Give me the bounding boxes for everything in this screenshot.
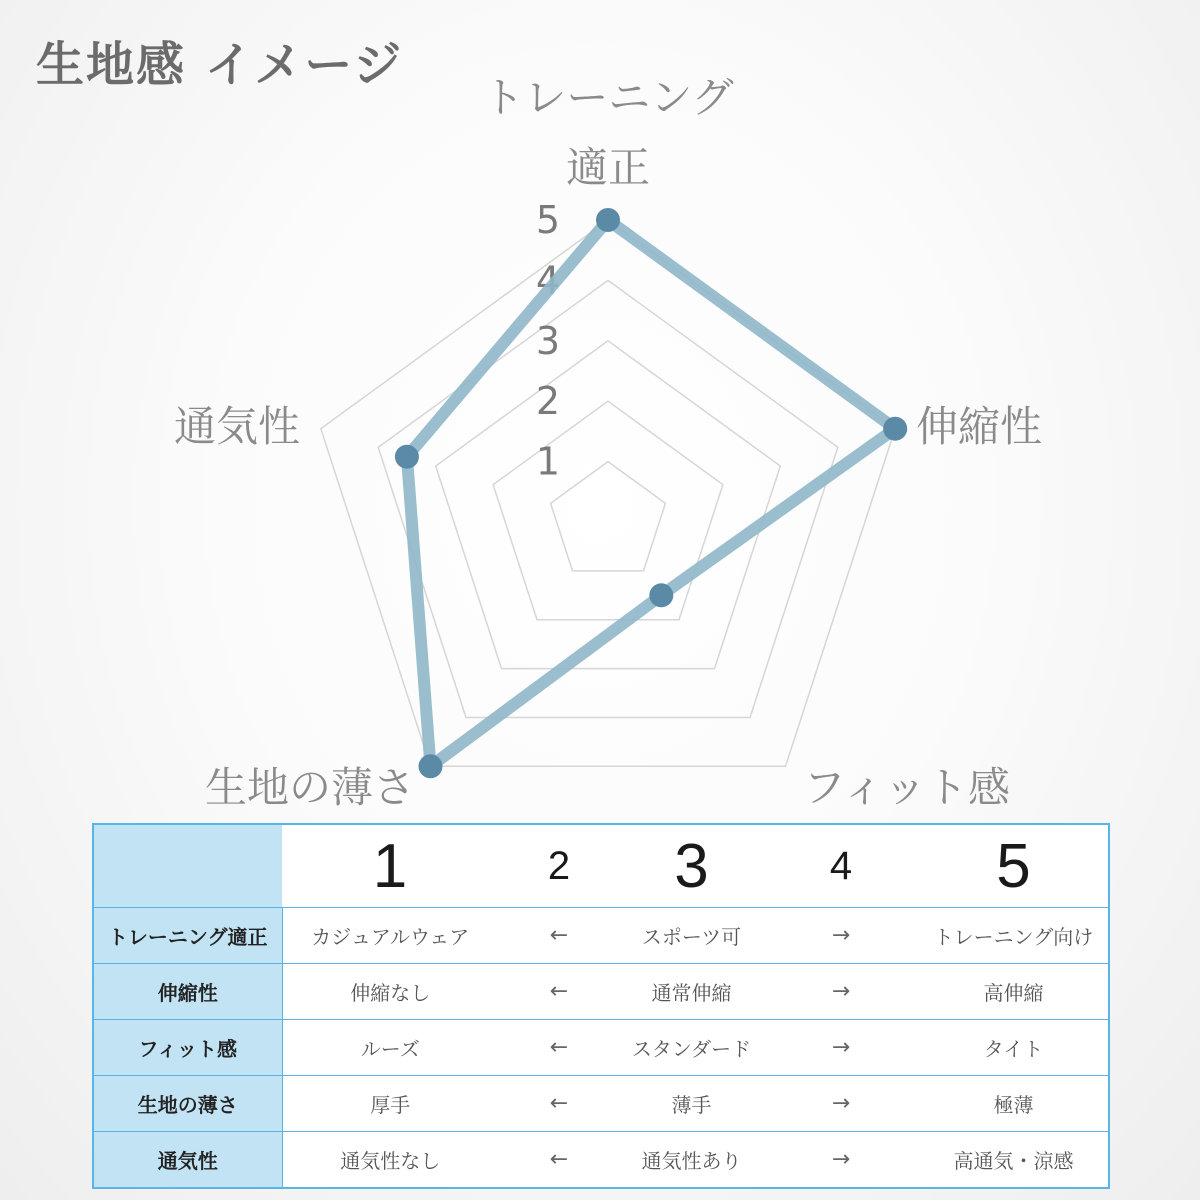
radar-data-point: [649, 583, 673, 607]
mid-value: 薄手: [620, 1076, 763, 1132]
radar-tick-label: 4: [535, 258, 561, 303]
row-label: 伸縮性: [93, 964, 282, 1020]
radar-grid-ring: [551, 462, 666, 571]
high-value: トレーニング向け: [919, 908, 1109, 964]
scale-5: 5: [996, 831, 1031, 901]
low-value: ルーズ: [282, 1020, 498, 1076]
radar-axis-label: 通気性: [173, 402, 300, 451]
table-row: [93, 1076, 1109, 1132]
mid-value: スポーツ可: [620, 908, 763, 964]
table-row: [93, 964, 1109, 1020]
legend-table: [92, 823, 1110, 1189]
radar-axis-labels: [174, 73, 1042, 812]
right-arrow: →: [763, 908, 919, 964]
radar-grid-ring: [493, 401, 723, 620]
table-row: [93, 1132, 1109, 1189]
scale-4: 4: [829, 843, 853, 888]
high-value: 高伸縮: [919, 964, 1109, 1020]
radar-tick-label: 2: [535, 379, 561, 424]
scale-1: 1: [372, 831, 408, 901]
low-value: 厚手: [282, 1076, 498, 1132]
low-value: 伸縮なし: [282, 964, 498, 1020]
right-arrow: →: [763, 1076, 919, 1132]
mid-value: 通常伸縮: [620, 964, 763, 1020]
table-row: [93, 908, 1109, 964]
row-label: トレーニング適正: [93, 908, 282, 964]
scale-3: 3: [674, 831, 709, 901]
high-value: 高通気・涼感: [919, 1132, 1109, 1189]
radar-axis-label: 適正: [565, 143, 651, 192]
radar-axis-label: 伸縮性: [916, 402, 1043, 451]
page-title: 生地感 イメージ: [36, 37, 404, 93]
radar-tick-label: 3: [535, 318, 561, 363]
mid-value: 通気性あり: [620, 1132, 763, 1189]
radar-tick-labels: [536, 198, 560, 484]
left-arrow: ←: [498, 1076, 620, 1132]
row-label: 生地の薄さ: [93, 1076, 282, 1132]
high-value: 極薄: [919, 1076, 1109, 1132]
low-value: カジュアルウェア: [282, 908, 498, 964]
right-arrow: →: [763, 1132, 919, 1189]
row-label: フィット感: [93, 1020, 282, 1076]
left-arrow: ←: [498, 1020, 620, 1076]
table-row: [93, 1020, 1109, 1076]
radar-axis-label: 生地の薄さ: [205, 763, 416, 812]
right-arrow: →: [763, 1020, 919, 1076]
low-value: 通気性なし: [282, 1132, 498, 1189]
left-arrow: ←: [498, 1132, 620, 1189]
scale-header-row: [93, 824, 1109, 908]
radar-axis-label: フィット感: [803, 763, 1010, 812]
right-arrow: →: [763, 964, 919, 1020]
radar-data-point: [395, 445, 419, 469]
row-label: 通気性: [93, 1132, 282, 1189]
left-arrow: ←: [498, 908, 620, 964]
header-corner: [93, 824, 282, 908]
radar-tick-label: 5: [535, 198, 561, 242]
mid-value: スタンダード: [620, 1020, 763, 1076]
scale-2: 2: [547, 843, 571, 888]
radar-tick-label: 1: [535, 439, 561, 484]
high-value: タイト: [919, 1020, 1109, 1076]
radar-data-point: [419, 754, 443, 778]
radar-data-point: [883, 417, 907, 441]
left-arrow: ←: [498, 964, 620, 1020]
radar-data-point: [596, 208, 620, 232]
radar-axis-label: トレーニング: [482, 73, 734, 122]
